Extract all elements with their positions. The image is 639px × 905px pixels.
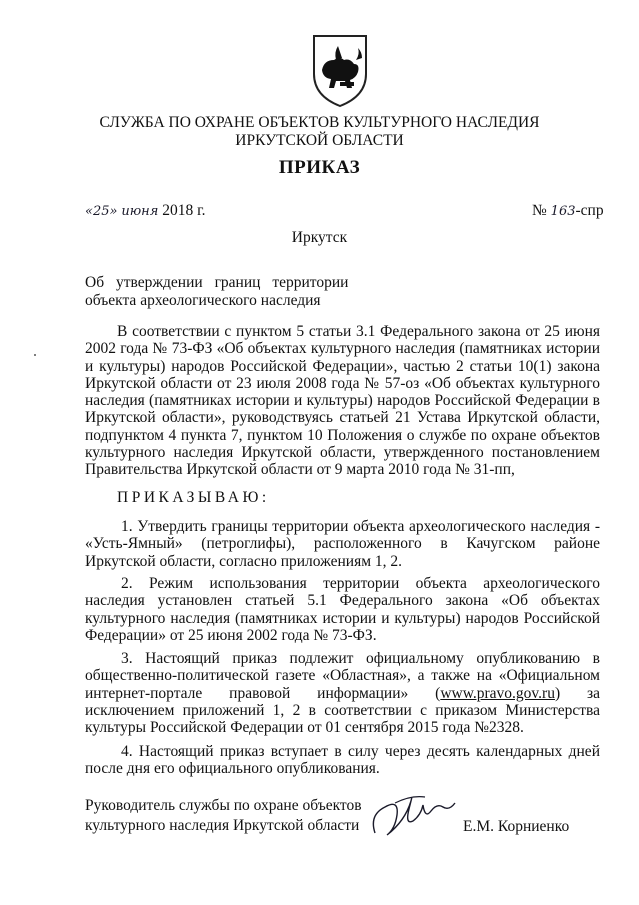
pravo-gov-link[interactable]: www.pravo.gov.ru bbox=[440, 684, 555, 702]
order-item-3-text-end: ) за исключением приложений 1, 2 в соответствии с приказом Министерства культуры Российской Федерации от 01 сентября 2015 года №2328. bbox=[85, 684, 600, 737]
order-item-1: 1. Утвердить границы территории объекта археологического наследия - «Усть-Ямный» (петроглифы), расположенного в Качугском районе Иркутской области, согласно приложениям 1, 2. bbox=[85, 518, 600, 570]
document-subject bbox=[85, 274, 385, 309]
coat-of-arms-icon bbox=[300, 30, 380, 110]
subject-line1: Об утверждении границ территории bbox=[85, 274, 349, 291]
order-item-3 bbox=[85, 650, 600, 736]
preamble-paragraph: В соответствии с пунктом 5 статьи 3.1 Федерального закона от 25 июня 2002 года № 73-ФЗ «Об объектах культурного наследия (памятниках истории и культуры) народов Российской Федерации», частью 2 статьи 10(1) закона Иркутской области от 23 июля 2008 года № 57-оз «Об объектах культурного наследия (памятниках истории и культуры) народов Российской Федерации в Иркутской области», руководствуясь статьей 21 Устава Иркутской области, подпунктом 4 пункта 7, пунктом 10 Положения о службе по охране объектов культурного наследия Иркутской области, утвержденного постановлением Правительства Иркутской области от 9 марта 2010 года № 31-пп, bbox=[85, 323, 600, 479]
city: Иркутск bbox=[291, 229, 348, 246]
organization-name-line2: ИРКУТСКОЙ ОБЛАСТИ bbox=[235, 132, 404, 149]
date-day: «25» bbox=[85, 204, 118, 219]
subject-line2: объекта археологического наследия bbox=[85, 291, 321, 309]
date-year: 2018 г. bbox=[162, 202, 206, 219]
number-value: 163 bbox=[550, 204, 576, 219]
margin-dot bbox=[34, 354, 36, 356]
document-title: ПРИКАЗ bbox=[278, 157, 361, 178]
signatory-position bbox=[85, 796, 362, 836]
order-item-2: 2. Режим использования территории объекта археологического наследия установлен статьей 5.1 Федерального закона «Об объектах культурного наследия (памятниках истории и культуры) народов Российской Федерации» от 25 июня 2002 года № 73-ФЗ. bbox=[85, 575, 600, 644]
signatory-position-line1: Руководитель службы по охране объектов bbox=[85, 797, 362, 814]
signatory-name: Е.М. Корниенко bbox=[463, 818, 570, 835]
organization-name-line1: СЛУЖБА ПО ОХРАНЕ ОБЪЕКТОВ КУЛЬТУРНОГО НАСЛЕДИЯ bbox=[99, 114, 540, 131]
document-number bbox=[532, 202, 604, 220]
order-item-4: 4. Настоящий приказ вступает в силу через десять календарных дней после дня его официального опубликования. bbox=[85, 743, 600, 778]
document-date bbox=[85, 202, 206, 220]
signatory-position-line2: культурного наследия Иркутской области bbox=[85, 817, 360, 834]
date-month: июня bbox=[121, 204, 159, 219]
number-prefix: № bbox=[532, 202, 547, 219]
handwritten-signature bbox=[365, 785, 475, 845]
order-item-3-text-start: 3. Настоящий приказ подлежит официальному опубликованию в общественно-политической газете «Областная», а также на «Официальном интернет-портале правовой информации» ( bbox=[85, 650, 600, 702]
orders-heading: ПРИКАЗЫВАЮ: bbox=[117, 489, 270, 506]
number-suffix: -спр bbox=[575, 202, 604, 219]
